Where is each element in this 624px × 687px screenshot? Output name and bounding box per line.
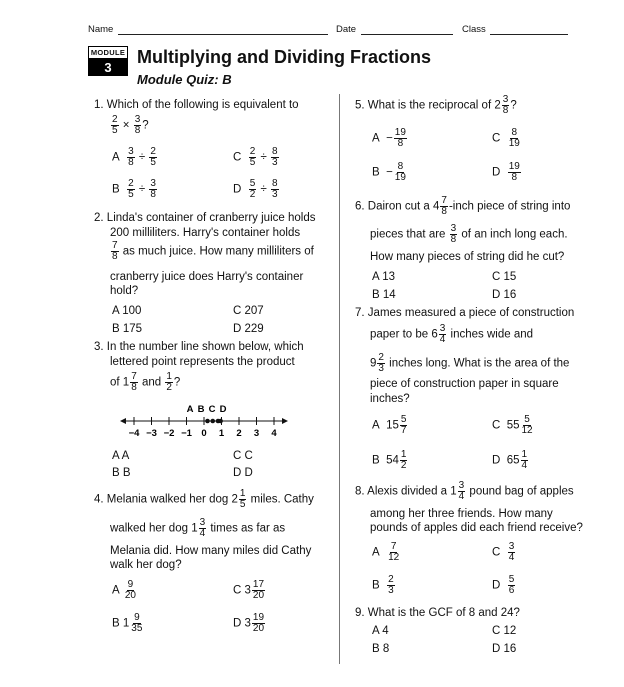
number-line-point [218,419,223,424]
answer-d[interactable]: D 16 [492,289,517,301]
answer-a[interactable]: A 4 [372,625,389,637]
answer-b[interactable]: B 14 [372,289,396,301]
arrow-left-icon [120,418,126,424]
module-number: 3 [88,59,128,76]
number-line-point-label: B [197,404,205,415]
answer-c[interactable]: C 15 [492,271,517,283]
name-field[interactable] [118,34,328,35]
answer-a[interactable]: A 13 [372,271,396,283]
answer-b[interactable]: B 1 $\frac{9}{35}$ [112,612,143,634]
number-line-tick-label: 2 [236,428,242,439]
answer-d[interactable]: D D [233,467,253,479]
answer-c[interactable]: C $\frac{2}{5}$ ÷ $\frac{8}{3}$ [233,146,278,168]
answer-a[interactable]: A $\frac{7}{12}$ [372,541,400,563]
date-field[interactable] [361,34,453,35]
answer-c[interactable]: C C [233,450,253,462]
number-line-tick-label: −1 [181,428,192,439]
answer-d[interactable]: D $\frac{5}{6}$ [492,574,515,596]
number-line-point [210,419,215,424]
answer-a[interactable]: A 100 [112,305,142,317]
question-text: Which of the following is equivalent to [106,99,299,111]
number-line-tick-label: −4 [128,428,140,439]
answer-b[interactable]: B $\frac{2}{5}$ ÷ $\frac{3}{8}$ [112,178,156,200]
arrow-right-icon [282,418,288,424]
answer-d[interactable]: D $\frac{5}{2}$ ÷ $\frac{8}{3}$ [233,178,278,200]
answer-c[interactable]: C 12 [492,625,517,637]
answer-b[interactable]: B − $\frac{8}{19}$ [372,161,406,183]
answer-d[interactable]: D 3 $\frac{19}{20}$ [233,612,265,634]
page-subtitle: Module Quiz: B [137,72,232,87]
name-label: Name [88,24,114,35]
answer-b[interactable]: B B [112,467,131,479]
answer-d[interactable]: D 16 [492,643,517,655]
answer-c[interactable]: C 3 $\frac{17}{20}$ [233,579,265,601]
number-line-tick-label: −3 [146,428,157,439]
answer-a[interactable]: A $\frac{3}{8}$ ÷ $\frac{2}{5}$ [112,146,156,168]
number-line-tick-label: 4 [271,428,277,439]
answer-c[interactable]: C 55 $\frac{5}{12}$ [492,414,533,436]
number-line-tick-label: 1 [218,428,225,439]
answer-d[interactable]: D 229 [233,323,264,335]
answer-c[interactable]: C $\frac{3}{4}$ [492,541,515,563]
answer-c[interactable]: C 207 [233,305,264,317]
module-label: MODULE [88,46,128,59]
answer-b[interactable]: B 54 $\frac{1}{2}$ [372,449,407,471]
answer-b[interactable]: B 175 [112,323,143,335]
answer-b[interactable]: B 8 [372,643,390,655]
answer-a[interactable]: A 15 $\frac{5}{7}$ [372,414,407,436]
question-expression: $\frac{2}{5}$ × $\frac{3}{8}$ ? [112,114,149,136]
number-line-point [205,419,210,424]
column-divider [339,94,340,664]
number-line-point-label: D [219,404,227,415]
answer-c[interactable]: C $\frac{8}{19}$ [492,127,520,149]
answer-b[interactable]: B $\frac{2}{3}$ [372,574,394,596]
number-line-tick-label: 3 [253,428,260,439]
page-title: Multiplying and Dividing Fractions [137,47,432,67]
answer-a[interactable]: A $\frac{9}{20}$ [112,579,136,601]
class-label: Class [462,24,486,35]
number-line [120,400,288,444]
date-label: Date [336,24,357,35]
answer-a[interactable]: A A [112,450,130,462]
module-badge [88,46,128,77]
class-field[interactable] [490,34,568,35]
number-line-tick-label: 0 [201,428,207,439]
number-line-point-label: A [186,404,194,415]
answer-d[interactable]: D $\frac{19}{8}$ [492,161,520,183]
number-line-tick-label: −2 [163,428,175,439]
answer-a[interactable]: A − $\frac{19}{8}$ [372,127,406,149]
number-line-point-label: C [208,404,216,415]
answer-d[interactable]: D 65 $\frac{1}{4}$ [492,449,528,471]
